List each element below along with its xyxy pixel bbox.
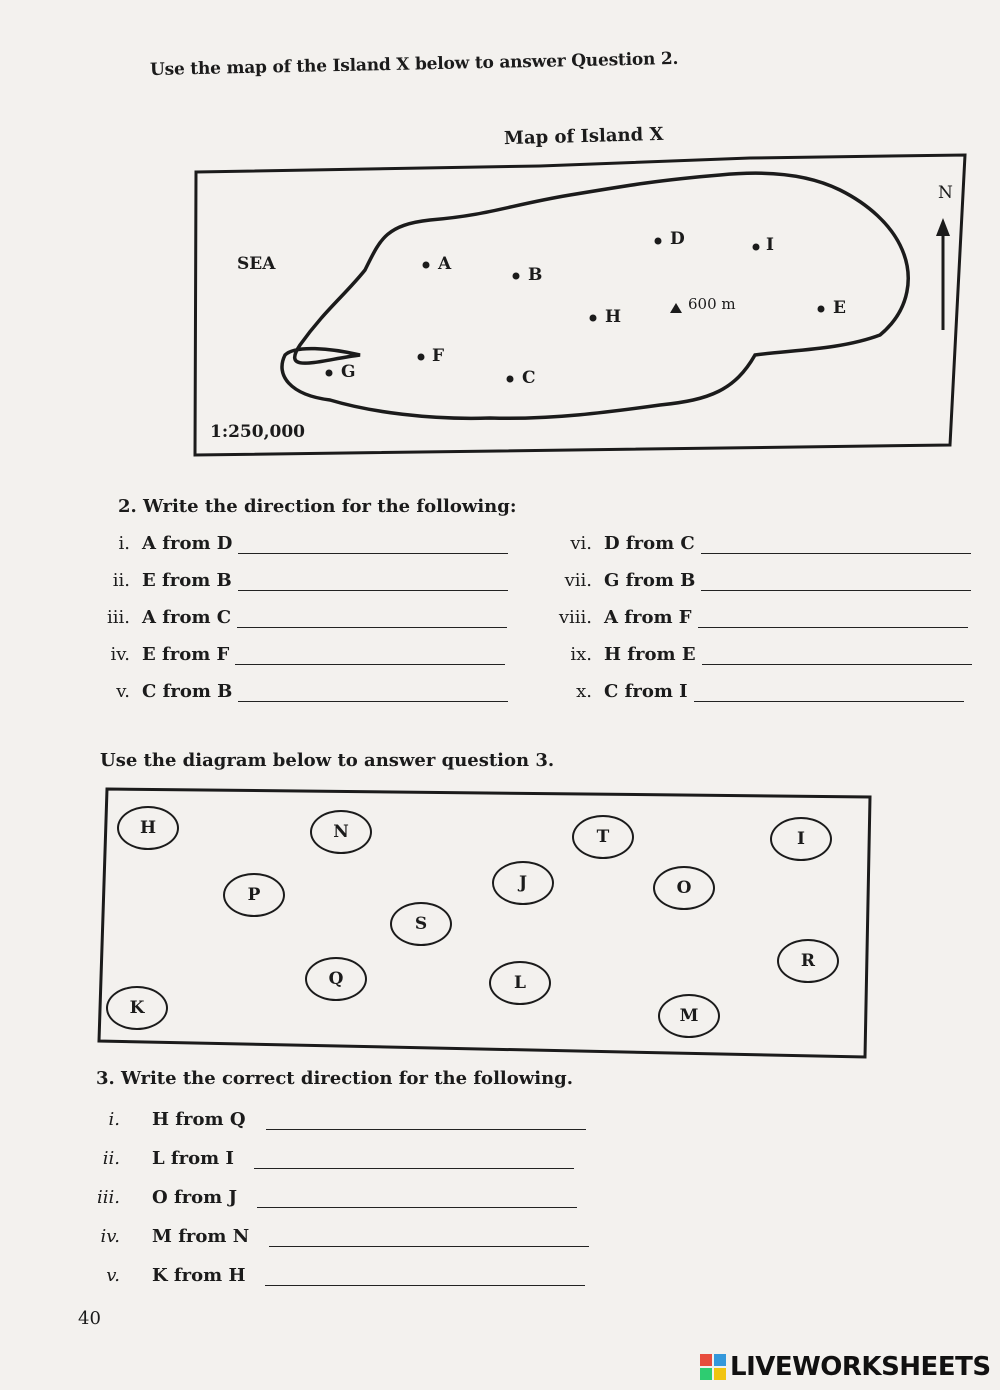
circle-l: L bbox=[489, 961, 551, 1005]
question-3-list bbox=[90, 1102, 589, 1286]
point-c-dot bbox=[507, 376, 514, 383]
circle-m: M bbox=[658, 994, 720, 1038]
point-f-label: F bbox=[432, 346, 445, 366]
answer-line[interactable] bbox=[237, 611, 507, 628]
item-text: K from H bbox=[152, 1265, 246, 1286]
item-number: i. bbox=[118, 533, 130, 554]
answer-line[interactable] bbox=[235, 648, 505, 665]
map-title: Map of Island X bbox=[503, 123, 664, 150]
circle-p: P bbox=[223, 873, 285, 917]
north-label: N bbox=[938, 183, 953, 203]
item-number: ix. bbox=[570, 644, 592, 665]
question-2-item bbox=[90, 674, 508, 702]
question-2-item bbox=[540, 563, 972, 591]
item-number: x. bbox=[576, 681, 592, 702]
circle-t: T bbox=[572, 815, 634, 859]
item-text: D from C bbox=[604, 533, 695, 554]
item-text: G from B bbox=[604, 570, 696, 591]
item-text: H from E bbox=[604, 644, 696, 665]
question-2-item bbox=[540, 674, 972, 702]
map-scale: 1:250,000 bbox=[210, 422, 305, 442]
answer-line[interactable] bbox=[269, 1230, 589, 1247]
island-map bbox=[190, 150, 970, 465]
answer-line[interactable] bbox=[701, 574, 971, 591]
point-g-dot bbox=[326, 370, 333, 377]
question-3-item bbox=[90, 1258, 589, 1286]
circle-i: I bbox=[770, 817, 832, 861]
item-number: i. bbox=[108, 1109, 120, 1130]
answer-line[interactable] bbox=[701, 537, 971, 554]
answer-line[interactable] bbox=[238, 574, 508, 591]
question-3-item bbox=[90, 1141, 589, 1169]
diagram-border bbox=[99, 789, 870, 1057]
circle-k: K bbox=[106, 986, 168, 1030]
circle-q: Q bbox=[305, 957, 367, 1001]
point-c-label: C bbox=[522, 368, 536, 388]
brand-name: LIVEWORKSHEETS bbox=[730, 1352, 991, 1382]
circle-r: R bbox=[777, 939, 839, 983]
answer-line[interactable] bbox=[238, 685, 508, 702]
question-2-left-column bbox=[90, 526, 508, 702]
item-number: v. bbox=[106, 1265, 120, 1286]
answer-line[interactable] bbox=[694, 685, 964, 702]
height-marker-icon bbox=[670, 303, 682, 313]
circle-h: H bbox=[117, 806, 179, 850]
point-a-dot bbox=[423, 262, 430, 269]
item-text: A from C bbox=[142, 607, 232, 628]
item-number: v. bbox=[116, 681, 130, 702]
map-frame bbox=[195, 155, 965, 455]
point-i-dot bbox=[753, 244, 760, 251]
point-h-label: H bbox=[605, 307, 622, 327]
circle-n: N bbox=[310, 810, 372, 854]
question-2-item bbox=[90, 526, 508, 554]
point-b-dot bbox=[513, 273, 520, 280]
item-number: ii. bbox=[112, 570, 130, 591]
island-outline bbox=[282, 173, 908, 418]
item-number: vi. bbox=[570, 533, 592, 554]
question-2-item bbox=[90, 563, 508, 591]
item-text: M from N bbox=[152, 1226, 250, 1247]
point-d-label: D bbox=[670, 229, 685, 249]
answer-line[interactable] bbox=[238, 537, 508, 554]
answer-line[interactable] bbox=[254, 1152, 574, 1169]
item-number: ii. bbox=[102, 1148, 120, 1169]
question-2-item bbox=[540, 637, 972, 665]
item-text: E from F bbox=[142, 644, 230, 665]
north-arrow-icon bbox=[936, 218, 950, 236]
item-text: L from I bbox=[152, 1148, 234, 1169]
question-2-item bbox=[90, 600, 508, 628]
item-text: A from D bbox=[142, 533, 233, 554]
brand-logo-icon bbox=[700, 1354, 726, 1380]
circle-s: S bbox=[390, 902, 452, 946]
circle-j: J bbox=[492, 861, 554, 905]
diagram-frame bbox=[95, 785, 875, 1065]
question-3-item bbox=[90, 1219, 589, 1247]
question-2-item bbox=[540, 526, 972, 554]
point-h-dot bbox=[590, 315, 597, 322]
item-text: C from B bbox=[142, 681, 233, 702]
item-text: A from F bbox=[604, 607, 692, 628]
question-3-item bbox=[90, 1102, 589, 1130]
item-text: O from J bbox=[152, 1187, 238, 1208]
question-2-item bbox=[540, 600, 972, 628]
sea-label: SEA bbox=[237, 254, 276, 274]
diagram-instruction: Use the diagram below to answer question 3. bbox=[100, 750, 555, 771]
point-i-label: I bbox=[766, 235, 774, 255]
answer-line[interactable] bbox=[702, 648, 972, 665]
point-d-dot bbox=[655, 238, 662, 245]
item-text: C from I bbox=[604, 681, 688, 702]
point-e-label: E bbox=[833, 298, 846, 318]
map-instruction: Use the map of the Island X below to answer Question 2. bbox=[149, 48, 679, 80]
point-e-dot bbox=[818, 306, 825, 313]
answer-line[interactable] bbox=[698, 611, 968, 628]
item-number: iii. bbox=[107, 607, 130, 628]
question-2-right-column bbox=[540, 526, 972, 702]
question-2-heading: 2. Write the direction for the following: bbox=[118, 496, 517, 517]
point-a-label: A bbox=[438, 254, 452, 274]
answer-line[interactable] bbox=[265, 1269, 585, 1286]
item-text: H from Q bbox=[152, 1109, 246, 1130]
circle-o: O bbox=[653, 866, 715, 910]
question-3-item bbox=[90, 1180, 589, 1208]
point-f-dot bbox=[418, 354, 425, 361]
answer-line[interactable] bbox=[266, 1113, 586, 1130]
page-number: 40 bbox=[78, 1308, 101, 1329]
answer-line[interactable] bbox=[257, 1191, 577, 1208]
item-number: iv. bbox=[110, 644, 130, 665]
question-3-heading: 3. Write the correct direction for the following. bbox=[96, 1068, 574, 1089]
item-text: E from B bbox=[142, 570, 232, 591]
item-number: iv. bbox=[100, 1226, 120, 1247]
brand-watermark bbox=[700, 1352, 991, 1382]
item-number: vii. bbox=[564, 570, 592, 591]
point-b-label: B bbox=[528, 265, 543, 285]
item-number: viii. bbox=[558, 607, 592, 628]
question-2-item bbox=[90, 637, 508, 665]
item-number: iii. bbox=[97, 1187, 120, 1208]
point-g-label: G bbox=[341, 362, 356, 382]
height-label: 600 m bbox=[688, 295, 736, 313]
